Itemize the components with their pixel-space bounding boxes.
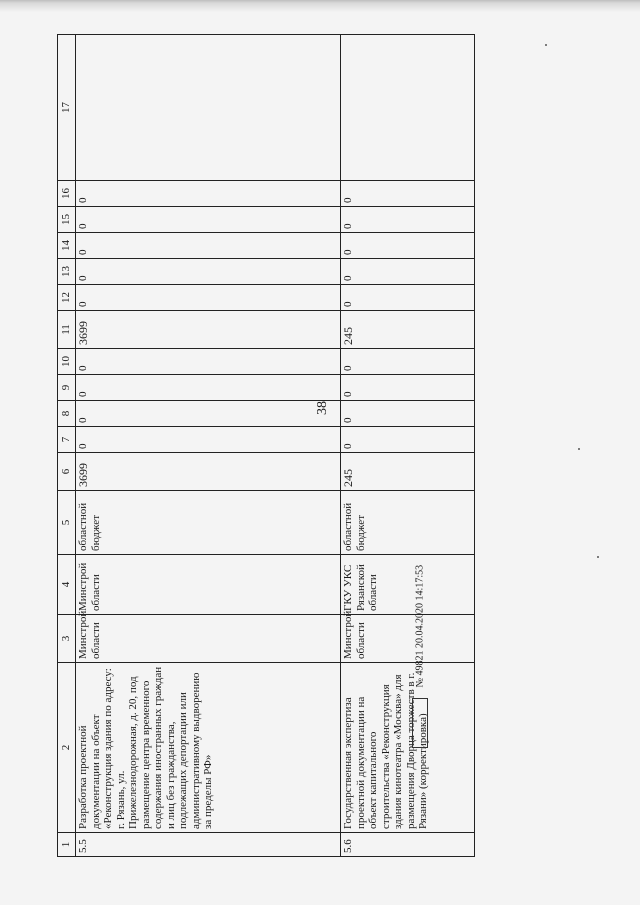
col-header: 6 [58, 453, 76, 491]
funding-source: областной бюджет [76, 491, 341, 555]
notes-cell [341, 35, 475, 181]
executor: Минстрой области [76, 555, 341, 615]
executor: ГКУ УКС Рязанской области [341, 555, 475, 615]
col-header: 4 [58, 555, 76, 615]
col-header: 11 [58, 311, 76, 349]
amount-cell: 0 [76, 233, 341, 259]
amount-cell: 0 [341, 375, 475, 401]
amount-cell: 0 [76, 259, 341, 285]
page-number: 38 [315, 401, 330, 415]
amount-cell: 0 [341, 285, 475, 311]
row-number: 5.6 [341, 833, 475, 857]
stamp-text: № 49821 20.04.2020 14:17:53 [414, 564, 426, 688]
header-row [58, 35, 76, 857]
amount-cell: 0 [76, 285, 341, 311]
amount-cell: 3699 [76, 311, 341, 349]
amount-total: 245 [341, 453, 475, 491]
col-header: 14 [58, 233, 76, 259]
amount-cell: 0 [341, 427, 475, 453]
col-header: 12 [58, 285, 76, 311]
amount-cell: 0 [76, 349, 341, 375]
scan-edge [0, 0, 640, 16]
amount-cell: 245 [341, 311, 475, 349]
barcode-logo-icon [412, 698, 428, 748]
scan-speck [545, 44, 547, 46]
col-header: 17 [58, 35, 76, 181]
amount-total: 3699 [76, 453, 341, 491]
responsible: Минстрой области [76, 615, 341, 663]
scan-speck [597, 556, 599, 558]
col-header: 1 [58, 833, 76, 857]
amount-cell: 0 [341, 401, 475, 427]
col-header: 5 [58, 491, 76, 555]
col-header: 9 [58, 375, 76, 401]
table-row [341, 35, 475, 857]
amount-cell: 0 [341, 349, 475, 375]
scan-speck [578, 448, 580, 450]
funding-source: областной бюджет [341, 491, 475, 555]
col-header: 8 [58, 401, 76, 427]
col-header: 3 [58, 615, 76, 663]
col-header: 15 [58, 207, 76, 233]
amount-cell: 0 [341, 181, 475, 207]
activity-name: Разработка проектной документации на объект «Реконструкция здания по адресу: г. Рязань, ул. Прижелезнодорожная, д. 20, под размещение центра временного содержания иностранных граждан и лиц без гражданства, подлежащих депортации или административному выдворению за пределы РФ» [76, 663, 341, 833]
amount-cell: 0 [76, 427, 341, 453]
amount-cell: 0 [76, 401, 341, 427]
row-number: 5.5 [76, 833, 341, 857]
col-header: 7 [58, 427, 76, 453]
amount-cell: 0 [341, 233, 475, 259]
amount-cell: 0 [76, 181, 341, 207]
col-header: 2 [58, 663, 76, 833]
activity-name: Государственная экспертиза проектной документации на объект капитального строительства «Реконструкция здания кинотеатра «Москва» для размещения Дворца торжеств в г. Рязани» (корректировка) [341, 663, 475, 833]
col-header: 10 [58, 349, 76, 375]
col-header: 13 [58, 259, 76, 285]
amount-cell: 0 [341, 259, 475, 285]
registration-stamp [412, 348, 428, 748]
col-header: 16 [58, 181, 76, 207]
amount-cell: 0 [76, 207, 341, 233]
responsible: Минстрой области [341, 615, 475, 663]
amount-cell: 0 [341, 207, 475, 233]
table-row [76, 35, 341, 857]
amount-cell: 0 [76, 375, 341, 401]
notes-cell [76, 35, 341, 181]
